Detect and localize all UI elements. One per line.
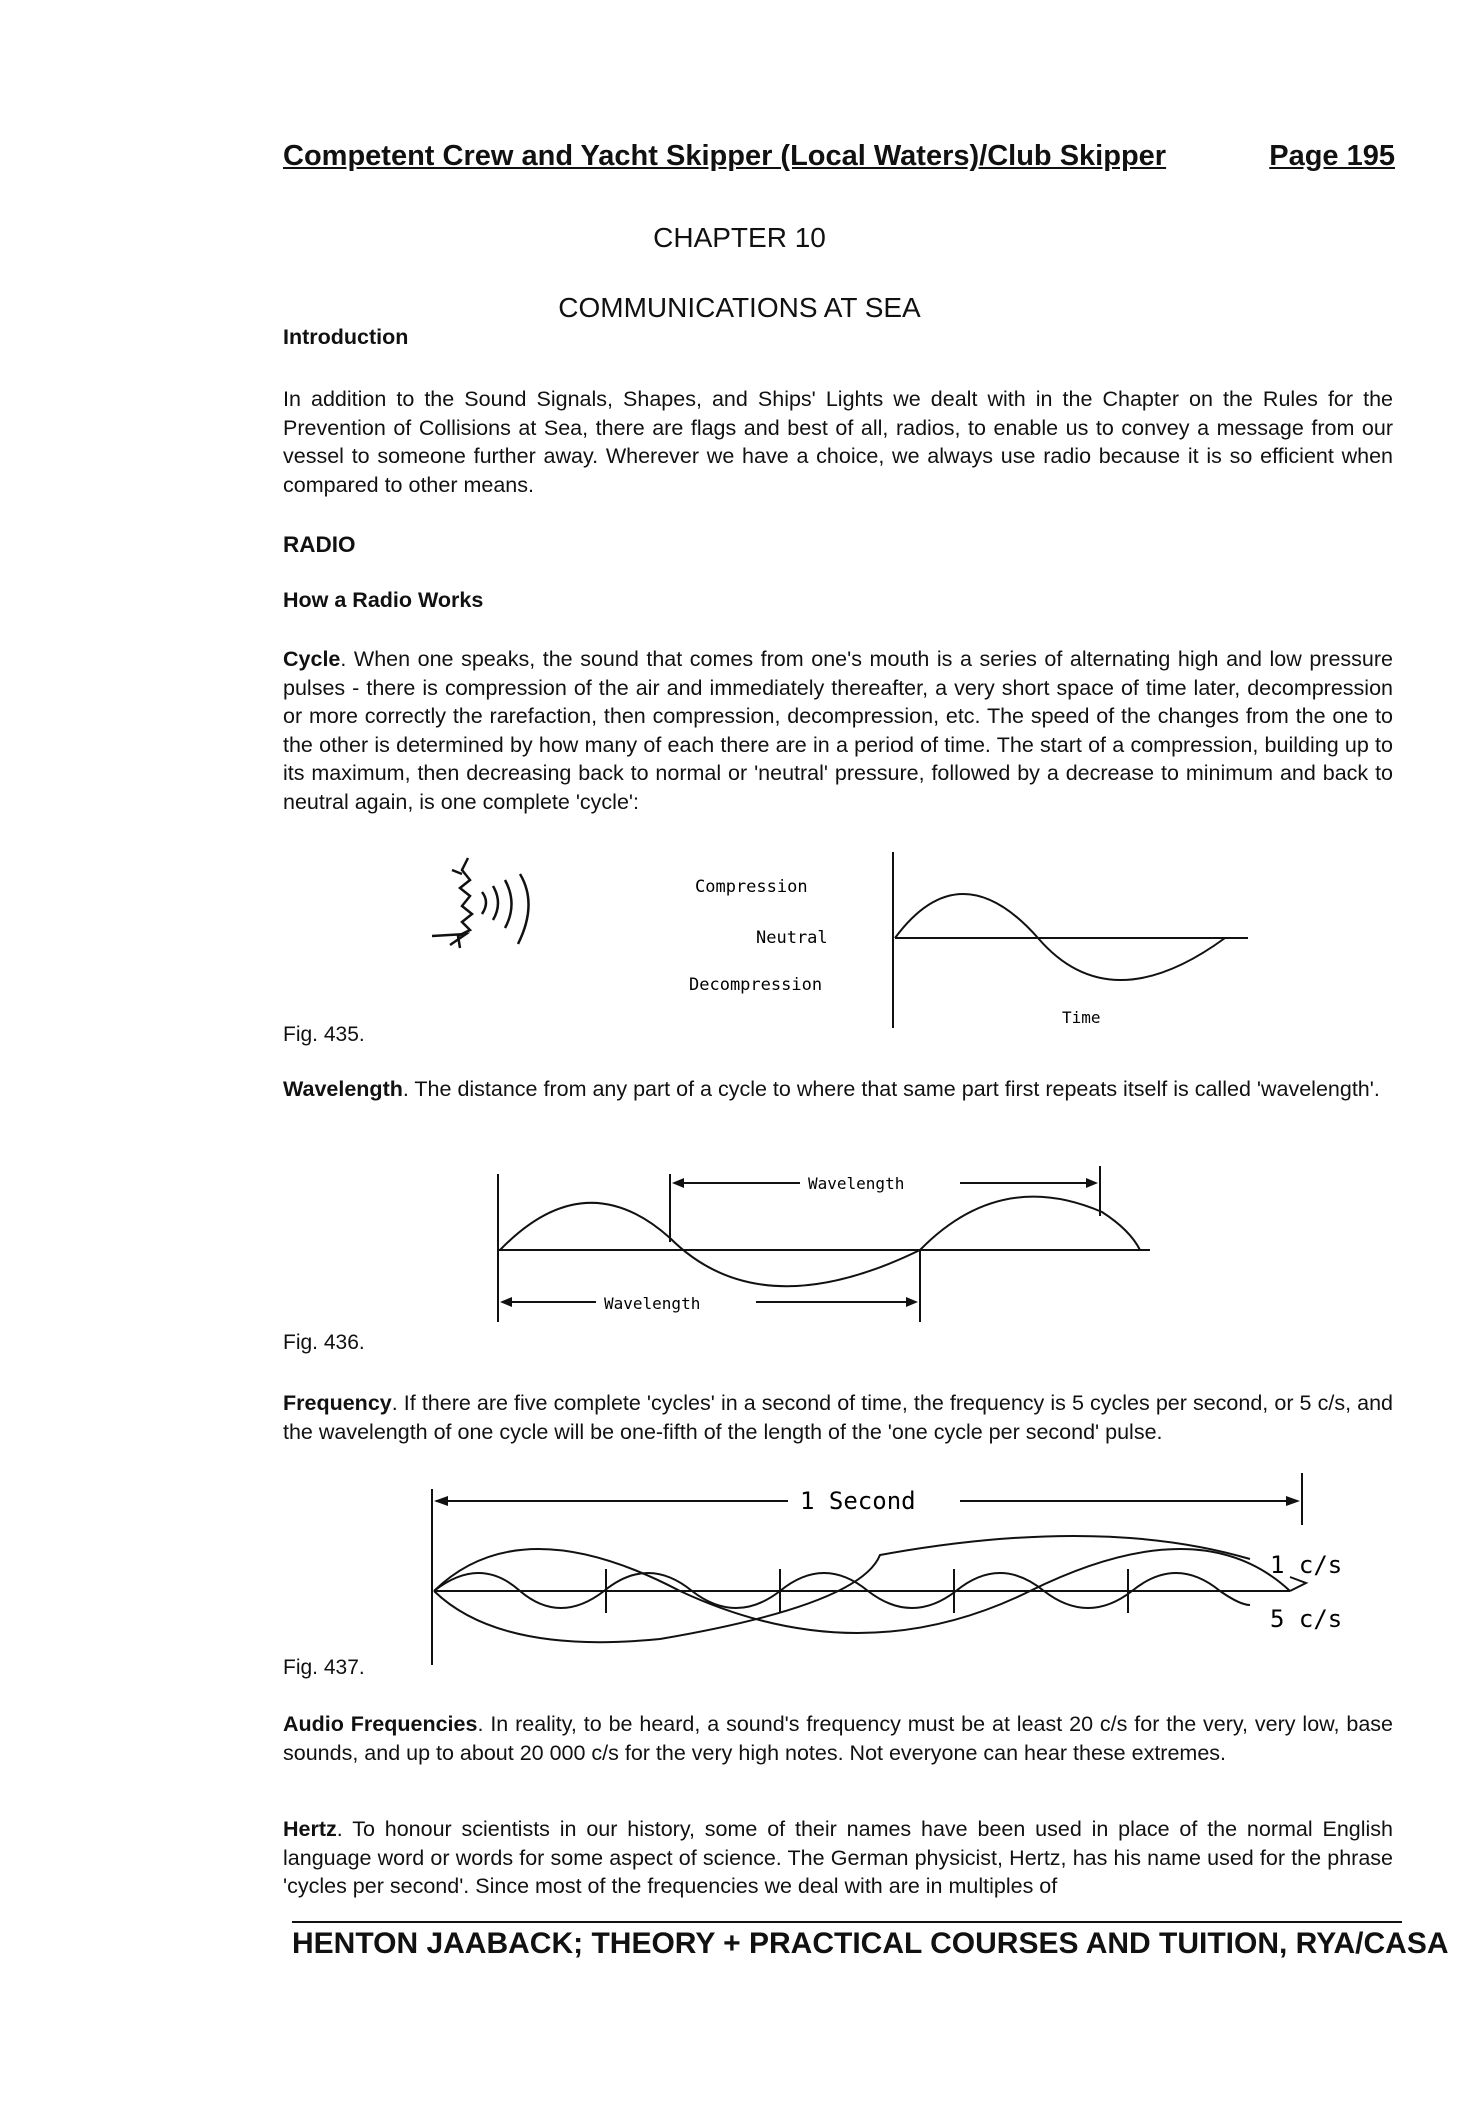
introduction-paragraph: In addition to the Sound Signals, Shapes, and Ships' Lights we dealt with in the Chapter on the Rules for the Prevention of Collisions at Sea, there are flags and best of all, radios, to enable us to convey a message from our vessel to someone further away. Wherever we have a choice, we always use radio because it is so efficient when compared to other means.: [283, 387, 1393, 497]
fig437-arrow-end: [1290, 1577, 1306, 1591]
cycle-paragraph: [283, 645, 1393, 816]
introduction-heading: Introduction: [283, 325, 409, 349]
speaker-head-icon: [432, 858, 529, 948]
fig436-label-bottom: Wavelength: [604, 1294, 701, 1313]
chapter-number: CHAPTER 10: [653, 222, 826, 253]
cycle-text: . When one speaks, the sound that comes from one's mouth is a series of alternating high and low pressure pulses - there is compression of the air and immediately thereafter, a very short space of time later, decompression or more correctly the rarefaction, then compression, decompression, etc. The speed of the changes from the one to the other is determined by how many of each there are in a period of time. The start of a compression, building up to its maximum, then decreasing back to normal or 'neutral' pressure, followed by a decrease to minimum and back to neutral again, is one complete 'cycle':: [283, 647, 1393, 814]
frequency-text: . If there are five complete 'cycles' in a second of time, the frequency is 5 cycles per second, or 5 c/s, and the wavelength of one cycle will be one-fifth of the length of the 'one cycle per second' pulse.: [283, 1391, 1393, 1444]
wavelength-term: Wavelength: [283, 1077, 403, 1101]
fig437-label-second: 1 Second: [800, 1487, 916, 1515]
fig436-label-top: Wavelength: [808, 1174, 905, 1193]
audio-frequencies-paragraph: [283, 1710, 1393, 1767]
page-footer: HENTON JAABACK; THEORY + PRACTICAL COURSES AND TUITION, RYA/CASA: [292, 1921, 1402, 1961]
fig-435-diagram: [0, 840, 1479, 1060]
how-radio-works-heading: How a Radio Works: [283, 588, 484, 612]
fig-437-caption: Fig. 437.: [283, 1656, 365, 1679]
radio-heading: RADIO: [283, 532, 356, 557]
fig436-bottom-arrowhead-right: [906, 1297, 918, 1307]
wavelength-paragraph: [283, 1075, 1393, 1104]
frequency-term: Frequency: [283, 1391, 392, 1415]
frequency-paragraph: [283, 1389, 1393, 1446]
label-decompression: Decompression: [689, 975, 823, 995]
label-neutral: Neutral: [756, 928, 828, 948]
header-title: Competent Crew and Yacht Skipper (Local Waters)/Club Skipper: [283, 140, 1167, 172]
fig437-label-5cs: 5 c/s: [1270, 1605, 1343, 1633]
hertz-text: . To honour scientists in our history, some of their names have been used in place of the normal English language word or words for some aspect of science. The German physicist, Hertz, has his name used for the phrase 'cycles per second'. Since most of the frequencies we deal with are in multiples of: [283, 1817, 1393, 1898]
fig437-label-1cs: 1 c/s: [1270, 1551, 1343, 1579]
label-compression: Compression: [695, 877, 808, 897]
fig-435-caption: Fig. 435.: [283, 1023, 365, 1046]
audio-text: . In reality, to be heard, a sound's frequency must be at least 20 c/s for the very, very low, base sounds, and up to about 20 000 c/s for the very high notes. Not everyone can hear these extremes.: [283, 1712, 1393, 1765]
running-header: [283, 140, 1395, 173]
fig-437-diagram: [0, 1465, 1479, 1685]
wavelength-text: . The distance from any part of a cycle to where that same part first repeats itself is called 'wavelength'.: [402, 1077, 1380, 1101]
hertz-term: Hertz: [283, 1817, 337, 1841]
fig-436-diagram: [0, 1150, 1479, 1350]
audio-term: Audio Frequencies: [283, 1712, 478, 1736]
fig436-top-arrowhead-right: [1086, 1178, 1098, 1188]
fig437-arrowhead-left: [434, 1496, 448, 1506]
fig436-sine-wave: [500, 1197, 1140, 1287]
chapter-title: COMMUNICATIONS AT SEA: [558, 292, 921, 323]
label-time: Time: [1062, 1008, 1101, 1027]
fig436-top-arrowhead-left: [672, 1178, 684, 1188]
hertz-paragraph: [283, 1815, 1393, 1901]
page-number: Page 195: [1269, 140, 1395, 172]
fig437-arrowhead-right: [1286, 1496, 1300, 1506]
fig436-bottom-arrowhead-left: [500, 1297, 512, 1307]
fig-436-caption: Fig. 436.: [283, 1331, 365, 1354]
cycle-term: Cycle: [283, 647, 341, 671]
